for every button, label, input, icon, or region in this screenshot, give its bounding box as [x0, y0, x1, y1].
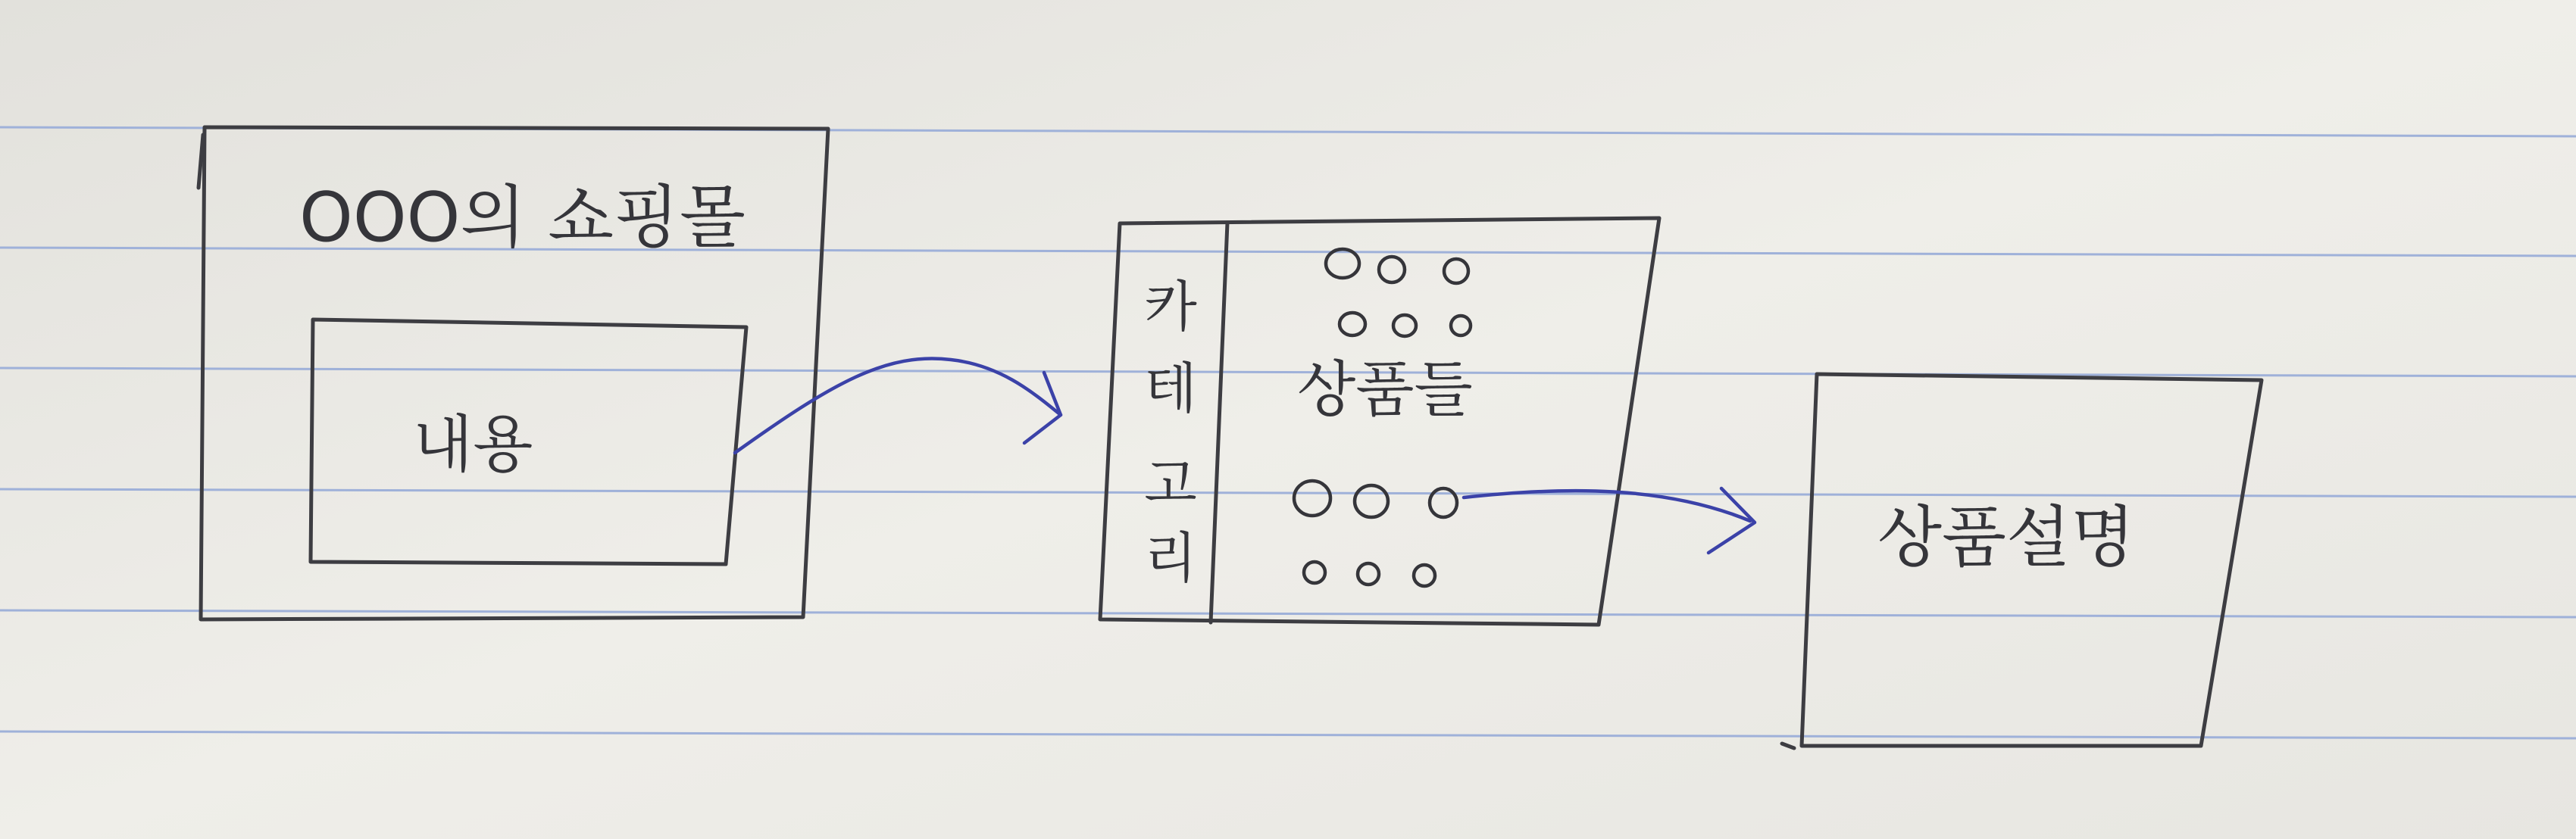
- products-label: 상품들: [1297, 354, 1473, 425]
- category-char-3: 고: [1144, 452, 1197, 516]
- category-char-2: 테: [1144, 357, 1197, 420]
- category-char-1: 카: [1144, 275, 1197, 338]
- category-char-4: 리: [1144, 526, 1197, 590]
- content-label: 내용: [413, 409, 533, 481]
- home-screen-title: OOO의 쇼핑몰: [299, 178, 746, 257]
- product-description-label: 상품설명: [1877, 498, 2136, 576]
